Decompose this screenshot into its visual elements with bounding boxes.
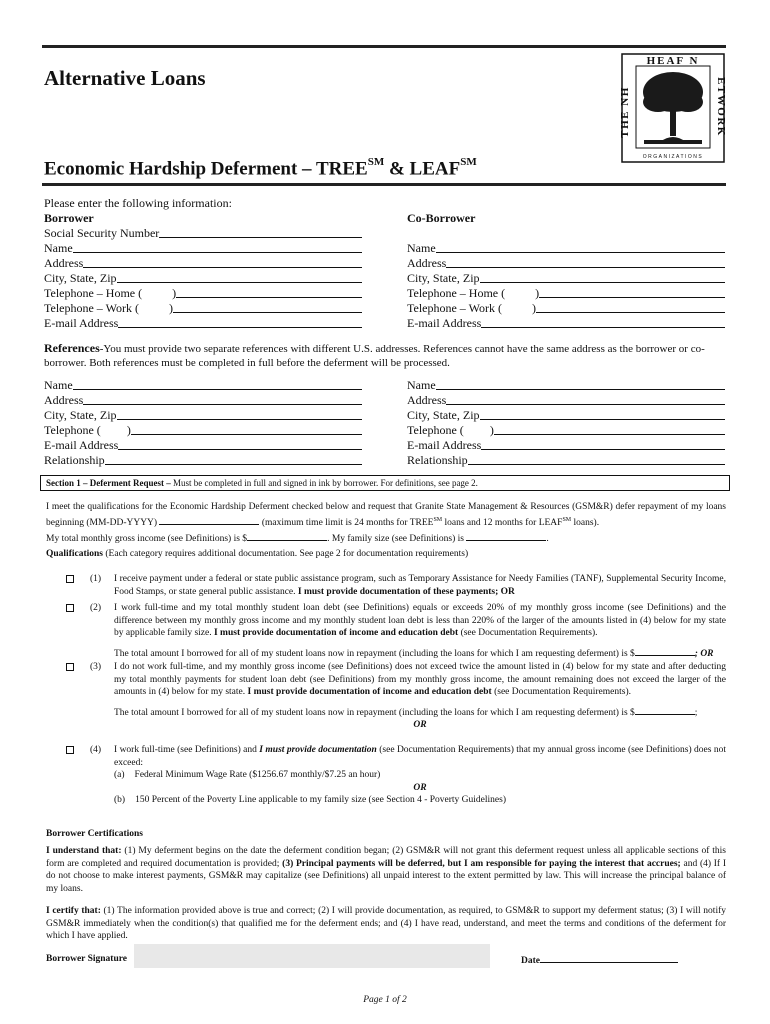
signature-field[interactable] bbox=[134, 944, 490, 968]
qualification-item-3: (3) I do not work full-time, and my monthly gross income (see Definitions) does not exceed twice the amount listed in (4) below for my state and after deducting my total monthly payments for student loan debt (see Definitions) from my monthly gross income, the amount remaining does not exceed the larger of the amounts in (4) below for my state. I must provide documentation of income and education debt (see Documentation Requirements). The total amount I borrowed for all of my student loans now in repayment (including the loans for which I am requesting deferment) is $ ; OR bbox=[46, 661, 726, 741]
borrower-name-field[interactable]: Name bbox=[44, 241, 362, 256]
request-text: I meet the qualifications for the Economic Hardship Deferment checked below and request that Granite State Management & Resources (GSM&R) defer repayment of my loans beginning (MM-DD-YYYY) (maximum time limit is 24 months for TREE℠ loans and 12 months for LEAF℠ loans). bbox=[46, 502, 726, 528]
intro-text: Please enter the following information: bbox=[44, 196, 232, 210]
svg-text:HEAF N: HEAF N bbox=[646, 55, 700, 67]
section-1-banner: Section 1 – Deferment Request – Must be completed in full and signed in ink by borrower. For definitions, see page 2. bbox=[40, 475, 730, 491]
signature-label: Borrower Signature bbox=[46, 954, 128, 964]
item-3-checkbox[interactable] bbox=[66, 663, 74, 671]
references-notice: References-You must provide two separate references with different U.S. addresses. References cannot have the same address as the borrower or co-borrower. Both references must be completed in full before the deferment will be processed. bbox=[44, 341, 705, 369]
option-a-label: (a) bbox=[114, 770, 125, 780]
family-size-field[interactable] bbox=[466, 531, 546, 541]
certify-paragraph: I certify that: (1) The information provided above is true and correct; (2) I will provide documentation, as required, to GSM&R to support my deferment status; (3) I will notify GSM&R immediately when the condition(s) that qualified me for the deferment ends; and (4) I have read, understand, and meet the terms and conditions of the deferment for which I have applied. bbox=[46, 906, 726, 941]
ref1-address-field[interactable]: Address bbox=[44, 393, 362, 408]
borrower-ssn-field[interactable]: Social Security Number bbox=[44, 226, 362, 241]
ref1-phone-field[interactable]: Telephone ( ) bbox=[44, 423, 362, 438]
income-line: My total monthly gross income (see Definitions) is $ . My family size (see Definitions) is . bbox=[46, 531, 549, 546]
ref1-email-field[interactable]: E-mail Address bbox=[44, 438, 362, 453]
ref1-city-field[interactable]: City, State, Zip bbox=[44, 408, 362, 423]
coborrower-work-phone-field[interactable]: Telephone – Work ( ) bbox=[407, 301, 725, 316]
coborrower-fields bbox=[407, 241, 725, 331]
qualification-item-4: (4) I work full-time (see Definitions) and I must provide documentation (see Documentation Requirements) that my annual gross income (see Definitions) does not exceed: (a) Federal Minimum Wage Rate ($1256.67 monthly/$7.25 an hour) OR (b) 150 Percent of the Poverty Line applicable to my family size (see Section 4 - Poverty Guidelines) bbox=[46, 744, 726, 810]
item-2-checkbox[interactable] bbox=[66, 604, 74, 612]
ref1-relationship-field[interactable]: Relationship bbox=[44, 453, 362, 468]
qualification-item-2: (2) I work full-time and my total monthly student loan debt (see Definitions) equals or exceeds 20% of my monthly gross income (see Definitions) and the difference between my monthly gross income and my monthly student loan debt is less than 220% of the larger of the amounts listed in (4) below for my state by applicable family size. I must provide documentation of income and education debt (see Documentation Requirements). The total amount I borrowed for all of my student loans now in repayment (including the loans for which I am requesting deferment) is $ ; OR bbox=[46, 602, 726, 662]
ref2-email-field[interactable]: E-mail Address bbox=[407, 438, 725, 453]
borrower-city-field[interactable]: City, State, Zip bbox=[44, 271, 362, 286]
coborrower-name-field[interactable]: Name bbox=[407, 241, 725, 256]
coborrower-email-field[interactable]: E-mail Address bbox=[407, 316, 725, 331]
borrower-fields bbox=[44, 226, 362, 331]
tree-logo-icon bbox=[620, 52, 726, 164]
svg-text:ORGANIZATIONS: ORGANIZATIONS bbox=[642, 154, 704, 160]
reference-2-fields bbox=[407, 378, 725, 468]
begin-date-field[interactable] bbox=[159, 515, 259, 525]
borrower-heading: Borrower bbox=[44, 211, 94, 225]
coborrower-heading: Co-Borrower bbox=[407, 211, 476, 225]
ref2-name-field[interactable]: Name bbox=[407, 378, 725, 393]
svg-text:THE NH: THE NH bbox=[620, 86, 631, 138]
ref2-address-field[interactable]: Address bbox=[407, 393, 725, 408]
ref2-city-field[interactable]: City, State, Zip bbox=[407, 408, 725, 423]
qualification-item-1: (1) I receive payment under a federal or state public assistance program, such as Temporary Assistance for Needy Families (TANF), Supplemental Security Income, Food Stamps, or state general public assistance. I must provide documentation of these payments; OR bbox=[46, 573, 726, 599]
understand-paragraph: I understand that: (1) My deferment begins on the date the deferment condition began; (2) GSM&R will not grant this deferment request unless all applicable sections of this form are completed and required documentation is provided; (3) Principal payments will be deferred, but I am responsible for paying the interest that accrues; and (4) If I do not choose to make interest payments, GSM&R may capitalize (see Definitions) all unpaid interest to the extent permitted by law. This will increase the principal balance of my loans. bbox=[46, 846, 727, 894]
header-rule bbox=[42, 183, 726, 186]
ref2-relationship-field[interactable]: Relationship bbox=[407, 453, 725, 468]
borrower-address-field[interactable]: Address bbox=[44, 256, 362, 271]
item-2-amount-field[interactable] bbox=[635, 646, 695, 656]
borrower-home-phone-field[interactable]: Telephone – Home ( ) bbox=[44, 286, 362, 301]
coborrower-home-phone-field[interactable]: Telephone – Home ( ) bbox=[407, 286, 725, 301]
top-rule bbox=[42, 45, 726, 48]
coborrower-city-field[interactable]: City, State, Zip bbox=[407, 271, 725, 286]
qualifications-line: Qualifications (Each category requires additional documentation. See page 2 for documentation requirements) bbox=[46, 549, 469, 559]
coborrower-address-field[interactable]: Address bbox=[407, 256, 725, 271]
certifications-heading: Borrower Certifications bbox=[46, 829, 143, 839]
date-line: Date bbox=[521, 953, 678, 968]
monthly-income-field[interactable] bbox=[247, 531, 327, 541]
nhheaf-logo bbox=[620, 52, 726, 164]
borrower-work-phone-field[interactable]: Telephone – Work ( ) bbox=[44, 301, 362, 316]
page-number: Page 1 of 2 bbox=[363, 995, 407, 1005]
item-3-amount-field[interactable] bbox=[635, 705, 695, 715]
borrower-email-field[interactable]: E-mail Address bbox=[44, 316, 362, 331]
ref1-name-field[interactable]: Name bbox=[44, 378, 362, 393]
svg-text:ETWORK: ETWORK bbox=[715, 77, 726, 137]
date-field[interactable] bbox=[540, 953, 678, 963]
ref2-phone-field[interactable]: Telephone ( ) bbox=[407, 423, 725, 438]
item-1-checkbox[interactable] bbox=[66, 575, 74, 583]
form-subtitle: Economic Hardship Deferment – TREE℠ & LEAF℠ bbox=[44, 156, 477, 180]
item-4-checkbox[interactable] bbox=[66, 746, 74, 754]
page-title: Alternative Loans bbox=[44, 66, 206, 90]
option-b-label: (b) bbox=[114, 795, 126, 805]
reference-1-fields bbox=[44, 378, 362, 468]
